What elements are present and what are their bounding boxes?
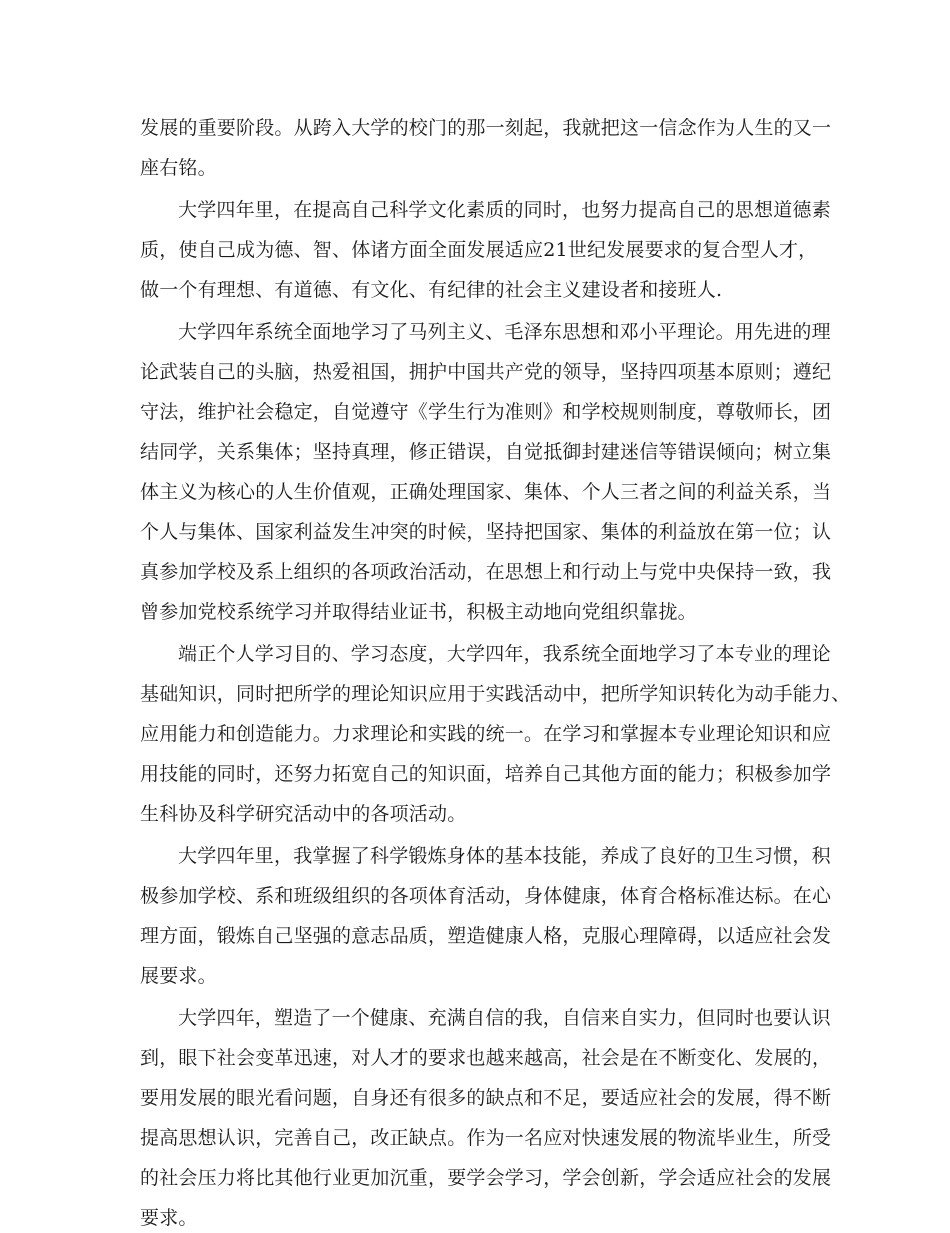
- text-line: 真参加学校及系上组织的各项政治活动，在思想上和行动上与党中央保持一致，我: [140, 561, 832, 583]
- text-line: 展要求。: [140, 965, 217, 987]
- text-line: 论武装自己的头脑，热爱祖国，拥护中国共产党的领导，坚持四项基本原则；遵纪: [140, 361, 832, 383]
- text-line: 守法，维护社会稳定，自觉遵守《学生行为准则》和学校规则制度，尊敬师长，团: [140, 401, 832, 423]
- text-line: 生科协及科学研究活动中的各项活动。: [140, 803, 467, 825]
- text-line: 大学四年里，我掌握了科学锻炼身体的基本技能，养成了良好的卫生习惯，积: [178, 845, 831, 867]
- text-line: 到，眼下社会变革迅速，对人才的要求也越来越高，社会是在不断变化、发展的，: [140, 1047, 832, 1069]
- text-line: 做一个有理想、有道德、有文化、有纪律的社会主义建设者和接班人.: [140, 279, 723, 301]
- text-line: 要求。: [140, 1207, 198, 1229]
- text-line: 大学四年里，在提高自己科学文化素质的同时，也努力提高自己的思想道德素: [178, 199, 831, 221]
- text-line: 端正个人学习目的、学习态度，大学四年，我系统全面地学习了本专业的理论: [178, 643, 831, 665]
- text-line: 座右铭。: [140, 157, 217, 179]
- text-line: 极参加学校、系和班级组织的各项体育活动，身体健康，体育合格标准达标。在心: [140, 885, 832, 907]
- text-line: 大学四年系统全面地学习了马列主义、毛泽东思想和邓小平理论。用先进的理: [178, 321, 831, 343]
- text-line: 基础知识，同时把所学的理论知识应用于实践活动中，把所学知识转化为动手能力、: [140, 683, 851, 705]
- text-line: 应用能力和创造能力。力求理论和实践的统一。在学习和掌握本专业理论知识和应: [140, 723, 832, 745]
- text-line: 结同学，关系集体；坚持真理，修正错误，自觉抵御封建迷信等错误倾向；树立集: [140, 441, 832, 463]
- text-line: 发展的重要阶段。从跨入大学的校门的那一刻起，我就把这一信念作为人生的又一: [140, 117, 832, 139]
- text-line: 提高思想认识，完善自己，改正缺点。作为一名应对快速发展的物流毕业生，所受: [140, 1127, 832, 1149]
- text-line: 用技能的同时，还努力拓宽自己的知识面，培养自己其他方面的能力；积极参加学: [140, 763, 832, 785]
- text-line: 要用发展的眼光看问题，自身还有很多的缺点和不足，要适应社会的发展，得不断: [140, 1087, 832, 1109]
- text-line: 质，使自己成为德、智、体诸方面全面发展适应21世纪发展要求的复合型人才，: [140, 239, 818, 261]
- text-line: 体主义为核心的人生价值观，正确处理国家、集体、个人三者之间的利益关系，当: [140, 481, 832, 503]
- text-line: 的社会压力将比其他行业更加沉重，要学会学习，学会创新，学会适应社会的发展: [140, 1167, 832, 1189]
- text-line: 理方面，锻炼自己坚强的意志品质，塑造健康人格，克服心理障碍，以适应社会发: [140, 925, 832, 947]
- text-line: 个人与集体、国家利益发生冲突的时候，坚持把国家、集体的利益放在第一位；认: [140, 521, 832, 543]
- text-line: 大学四年，塑造了一个健康、充满自信的我，自信来自实力，但同时也要认识: [178, 1007, 831, 1029]
- text-line: 曾参加党校系统学习并取得结业证书，积极主动地向党组织靠拢。: [140, 601, 697, 623]
